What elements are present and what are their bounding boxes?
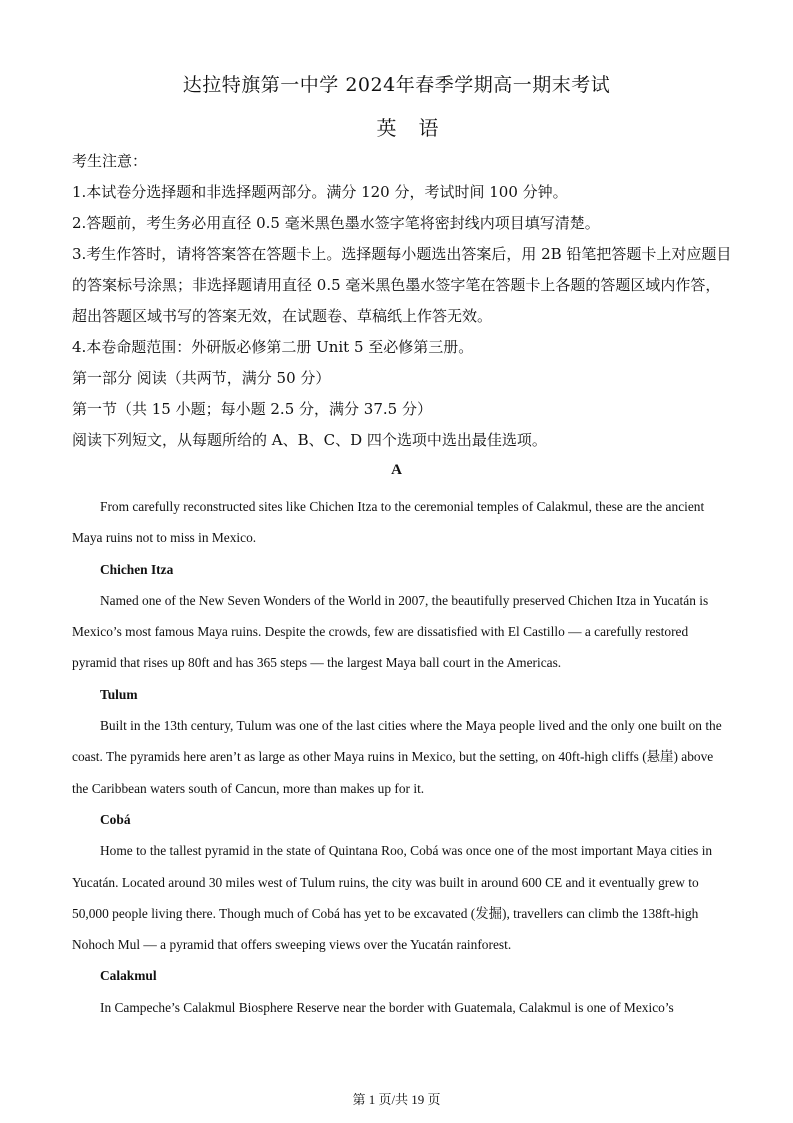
section-text-calakmul: In Campeche’s Calakmul Biosphere Reserve near the border with Guatemala, Calakmul is one of Mexico’s	[100, 999, 674, 1015]
section-heading-calakmul: Calakmul	[100, 968, 157, 984]
notice-heading: 考生注意：	[72, 152, 148, 170]
exam-title: 达拉特旗第一中学 2024年春季学期高一期末考试	[182, 74, 611, 96]
notice-item-3: 3.考生作答时，请将答案答在答题卡上。选择题每小题选出答案后，用 2B 铅笔把答题卡上对应题目的答案标号涂黑；非选择题请用直径 0.5 毫米黑色墨水签字笔在答题卡上各题的答题区域内作答，超出答题区域书写的答案无效，在试题卷、草稿纸上作答无效。	[72, 245, 732, 325]
section-heading-chichen-itza: Chichen Itza	[100, 561, 174, 577]
passage-body	[72, 491, 722, 1023]
instruction: 阅读下列短文，从每题所给的 A、B、C、D 四个选项中选出最佳选项。	[72, 431, 547, 449]
section-text-coba: Home to the tallest pyramid in the state of Quintana Roo, Cobá was once one of the most important Maya cities in Yucatán. Located around 30 miles west of Tulum ruins, the city was built in around 600 CE and it eventually grew to 50,000 people living there. Though much of Cobá has yet to be excavated (发掘), travellers can climb the 138ft-high Nohoch Mul — a pyramid that offers sweeping views over the Yucatán rainforest.	[72, 843, 713, 953]
notice-block	[72, 146, 732, 456]
notice-item-4: 4.本卷命题范围：外研版必修第二册 Unit 5 至必修第三册。	[72, 338, 474, 356]
section-title: 第一节（共 15 小题；每小题 2.5 分，满分 37.5 分）	[72, 400, 432, 418]
passage-label: A	[391, 462, 402, 478]
section-heading-coba: Cobá	[100, 811, 131, 827]
page-number: 第 1 页/共 19 页	[352, 1092, 441, 1107]
part-title: 第一部分 阅读（共两节，满分 50 分）	[72, 369, 331, 387]
section-heading-tulum: Tulum	[100, 686, 138, 702]
section-text-tulum: Built in the 13th century, Tulum was one of the last cities where the Maya people lived and the only one built on the coast. The pyramids here aren’t as large as other Maya ruins in Mexico, but the setting, on 40ft-high cliffs (悬崖) above the Caribbean waters south of Cancun, more than makes up for it.	[72, 718, 722, 796]
subject-title: 英语	[376, 116, 461, 140]
notice-item-1: 1.本试卷分选择题和非选择题两部分。满分 120 分，考试时间 100 分钟。	[72, 183, 568, 201]
passage-intro: From carefully reconstructed sites like Chichen Itza to the ceremonial temples of Calakmul, these are the ancient Maya ruins not to miss in Mexico.	[72, 499, 705, 546]
section-text-chichen-itza: Named one of the New Seven Wonders of the World in 2007, the beautifully preserved Chichen Itza in Yucatán is Mexico’s most famous Maya ruins. Despite the crowds, few are dissatisfied with El Castillo — a carefully restored pyramid that rises up 80ft and has 365 steps — the largest Maya ball court in the Americas.	[72, 592, 709, 671]
notice-item-2: 2.答题前，考生务必用直径 0.5 毫米黑色墨水签字笔将密封线内项目填写清楚。	[72, 214, 600, 232]
